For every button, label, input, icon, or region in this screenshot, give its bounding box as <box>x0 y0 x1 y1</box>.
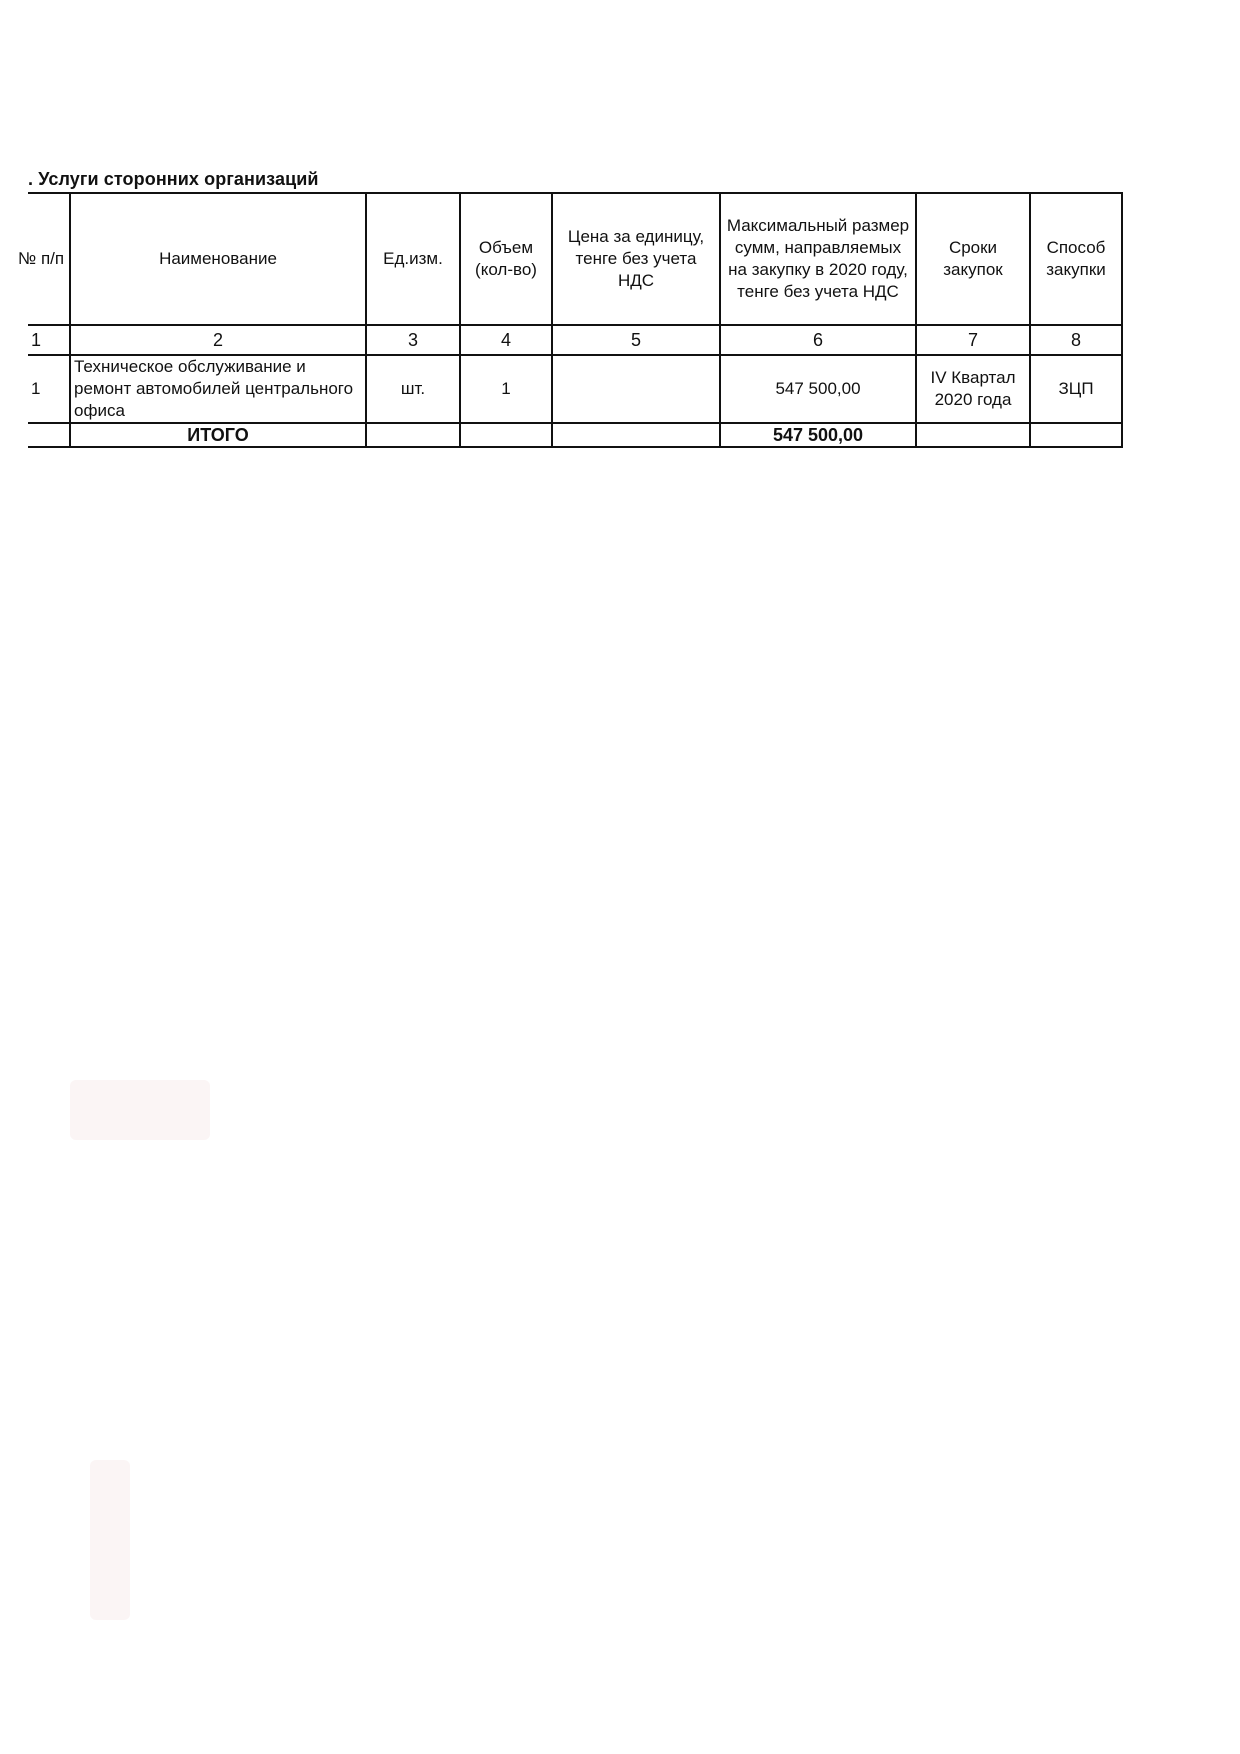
column-number: 3 <box>366 325 460 355</box>
total-empty <box>1030 423 1122 447</box>
header-max-sum: Максимальный размер сумм, направляемых на закупку в 2020 году, тенге без учета НДС <box>720 193 916 325</box>
column-number: 7 <box>916 325 1030 355</box>
total-empty <box>916 423 1030 447</box>
scan-artifact <box>90 1460 130 1620</box>
procurement-table <box>18 192 1123 448</box>
row-num: 1 <box>28 355 70 423</box>
header-method: Способ закупки <box>1030 193 1122 325</box>
column-number: 1 <box>28 325 70 355</box>
row-qty: 1 <box>460 355 552 423</box>
total-empty <box>366 423 460 447</box>
section-title: . Услуги сторонних организаций <box>28 169 319 189</box>
total-empty <box>28 423 70 447</box>
column-number: 8 <box>1030 325 1122 355</box>
total-row <box>28 423 1122 447</box>
column-number: 4 <box>460 325 552 355</box>
table-row <box>28 355 1122 423</box>
row-unit: шт. <box>366 355 460 423</box>
column-number: 6 <box>720 325 916 355</box>
header-row <box>28 193 1122 325</box>
header-term: Сроки закупок <box>916 193 1030 325</box>
total-empty <box>460 423 552 447</box>
column-number: 2 <box>70 325 366 355</box>
scan-artifact <box>70 1080 210 1140</box>
header-price: Цена за единицу, тенге без учета НДС <box>552 193 720 325</box>
row-term: IV Квартал 2020 года <box>916 355 1030 423</box>
header-num: № п/п <box>28 193 70 325</box>
row-method: ЗЦП <box>1030 355 1122 423</box>
header-qty: Объем (кол-во) <box>460 193 552 325</box>
column-number-row <box>28 325 1122 355</box>
row-max-sum: 547 500,00 <box>720 355 916 423</box>
total-empty <box>552 423 720 447</box>
total-label: ИТОГО <box>70 423 366 447</box>
row-price <box>552 355 720 423</box>
column-number: 5 <box>552 325 720 355</box>
header-unit: Ед.изм. <box>366 193 460 325</box>
row-name: Техническое обслуживание и ремонт автомобилей центрального офиса <box>70 355 366 423</box>
header-name: Наименование <box>70 193 366 325</box>
total-max-sum: 547 500,00 <box>720 423 916 447</box>
